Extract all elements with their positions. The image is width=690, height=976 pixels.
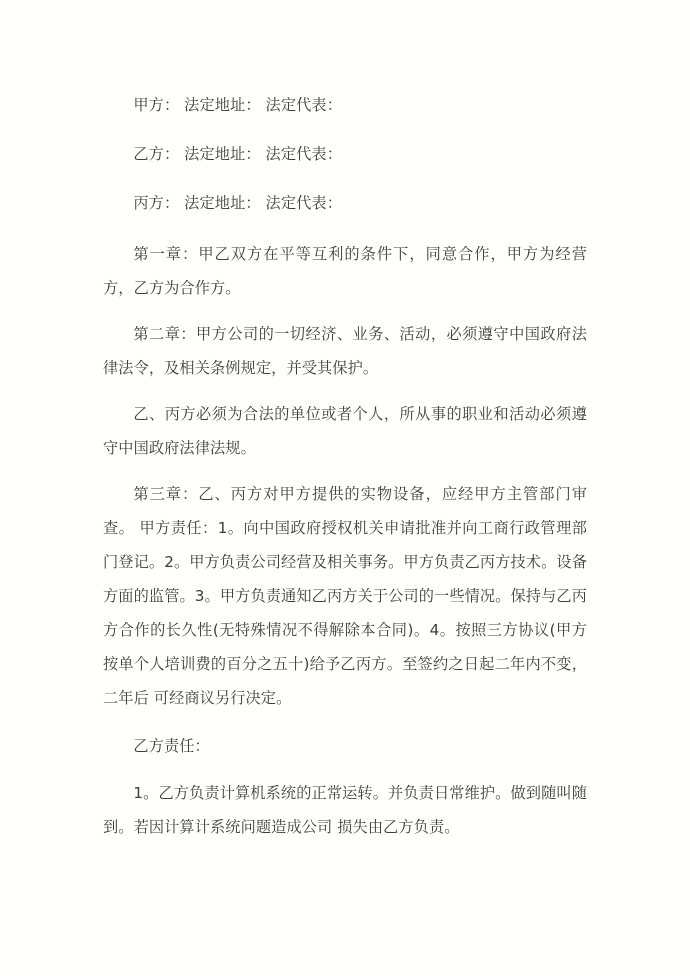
- party-line-jia: 甲方： 法定地址： 法定代表：: [133, 96, 342, 114]
- document-body: [103, 88, 587, 844]
- party-line-bing: 丙方： 法定地址： 法定代表：: [133, 194, 342, 212]
- yifang-responsibility-heading: 乙方责任：: [133, 737, 210, 755]
- party-line-yi: 乙方： 法定地址： 法定代表：: [133, 145, 342, 163]
- chapter-3-paragraph: 第三章：乙、丙方对甲方提供的实物设备，应经甲方主管部门审查。 甲方责任：1。向中国政府授权机关申请批准并向工商行政管理部门登记。2。甲方负责公司经营及相关事务。甲方负责乙丙方技术。设备方面的监管。3。甲方负责通知乙丙方关于公司的一些情况。保持与乙丙方合作的长久性(无特殊情况不得解除本合同)。4。按照三方协议(甲方按单个人培训费的百分之五十)给予乙丙方。至签约之日起二年内不变，二年后 可经商议另行决定。: [103, 485, 587, 707]
- chapter-2-paragraph: 第二章：甲方公司的一切经济、业务、活动，必须遵守中国政府法律法令，及相关条例规定，并受其保护。: [103, 325, 587, 377]
- chapter-2-continuation-paragraph: 乙、丙方必须为合法的单位或者个人，所从事的职业和活动必须遵守中国政府法律法规。: [103, 405, 587, 457]
- chapter-1-paragraph: 第一章：甲乙双方在平等互利的条件下，同意合作，甲方为经营方，乙方为合作方。: [103, 245, 587, 297]
- yifang-responsibility-item-1: 1。乙方负责计算机系统的正常运转。并负责日常维护。做到随叫随到。若因计算计系统问题造成公司 损失由乙方负责。: [103, 784, 587, 836]
